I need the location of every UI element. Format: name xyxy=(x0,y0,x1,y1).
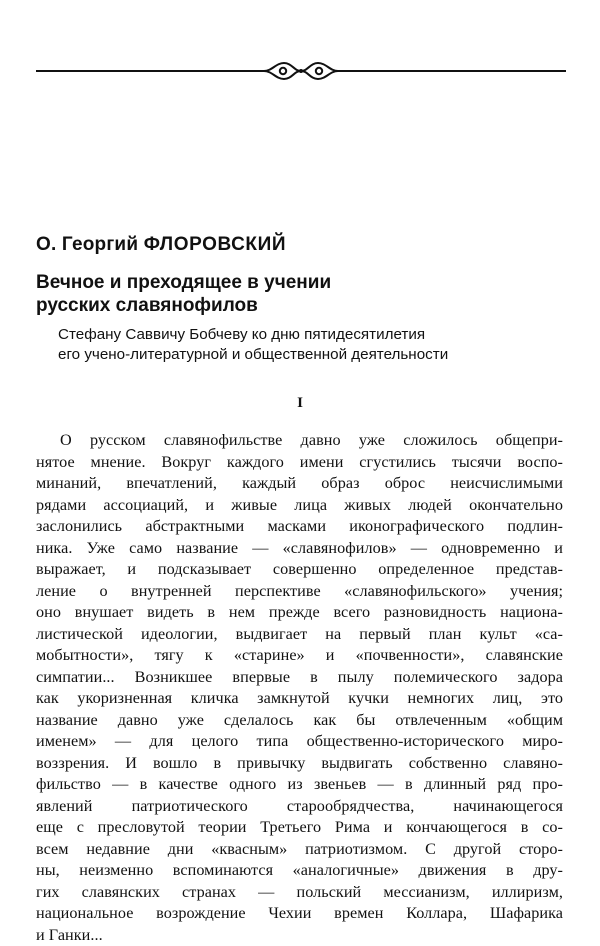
paragraph-line: оно внушает видеть в нем прежде всего разновидность национа- xyxy=(36,602,563,624)
paragraph-line: ление о внутренней перспективе «славянофильского» учения; xyxy=(36,581,563,603)
paragraph-line: и Ганки... xyxy=(36,925,563,946)
paragraph-line: явлений патриотического старообрядчества, начинающегося xyxy=(36,796,563,818)
article-title xyxy=(36,271,556,317)
paragraph-line: гих славянских странах — польский мессианизм, иллиризм, xyxy=(36,882,563,904)
paragraph-line: ны, неизменно вспоминаются «аналогичные» движения в дру- xyxy=(36,860,563,882)
title-line: русских славянофилов xyxy=(36,294,556,317)
paragraph-line: минаний, впечатлений, каждый образ оброс неисчислимыми xyxy=(36,473,563,495)
dedication xyxy=(58,325,578,365)
title-line: Вечное и преходящее в учении xyxy=(36,271,556,294)
paragraph-line: симпатии... Возникшее впервые в пылу полемического задора xyxy=(36,667,563,689)
paragraph-line: листической идеологии, выдвигает на первый план культ «са- xyxy=(36,624,563,646)
section-number: I xyxy=(0,395,600,412)
paragraph-line: воззрения. И вошло в привычку выдвигать собственно славяно- xyxy=(36,753,563,775)
author-prefix: О. Георгий xyxy=(36,234,138,255)
author-name xyxy=(36,234,286,256)
paragraph-line: название давно уже сделалось как бы отвлеченным «общим xyxy=(36,710,563,732)
paragraph-line: рядами ассоциаций, и живые лица живых людей окончательно xyxy=(36,495,563,517)
body-paragraph xyxy=(36,430,563,946)
paragraph-line: как укоризненная кличка замкнутой кучки немногих лиц, это xyxy=(36,688,563,710)
paragraph-line: именем» — для целого типа общественно-исторического миро- xyxy=(36,731,563,753)
paragraph-line: заслонились абстрактными масками иконографического подлин- xyxy=(36,516,563,538)
paragraph-line: национальное возрождение Чехии времен Коллара, Шафарика xyxy=(36,903,563,925)
paragraph-line: всем недавние дни «квасным» патриотизмом. С другой сторо- xyxy=(36,839,563,861)
paragraph-line: выражает, и подсказывает совершенно определенное представ- xyxy=(36,559,563,581)
paragraph-line: ника. Уже само название — «славянофилов» — одновременно и xyxy=(36,538,563,560)
dedication-line: Стефану Саввичу Бобчеву ко дню пятидесятилетия xyxy=(58,325,578,345)
paragraph-line: еще с пресловутой теории Третьего Рима и кончающегося в со- xyxy=(36,817,563,839)
paragraph-line: нятое мнение. Вокруг каждого имени сгустились тысячи воспо- xyxy=(36,452,563,474)
author-surname: ФЛОРОВСКИЙ xyxy=(144,234,286,255)
dedication-line: его учено-литературной и общественной деятельности xyxy=(58,345,578,365)
ornamental-swirl-icon xyxy=(36,58,566,84)
paragraph-line: мобытности», тягу к «старине» и «почвенности», славянские xyxy=(36,645,563,667)
paragraph-line: О русском славянофильстве давно уже сложилось общепри- xyxy=(36,430,563,452)
paragraph-line: фильство — в качестве одного из звеньев — в длинный ряд про- xyxy=(36,774,563,796)
